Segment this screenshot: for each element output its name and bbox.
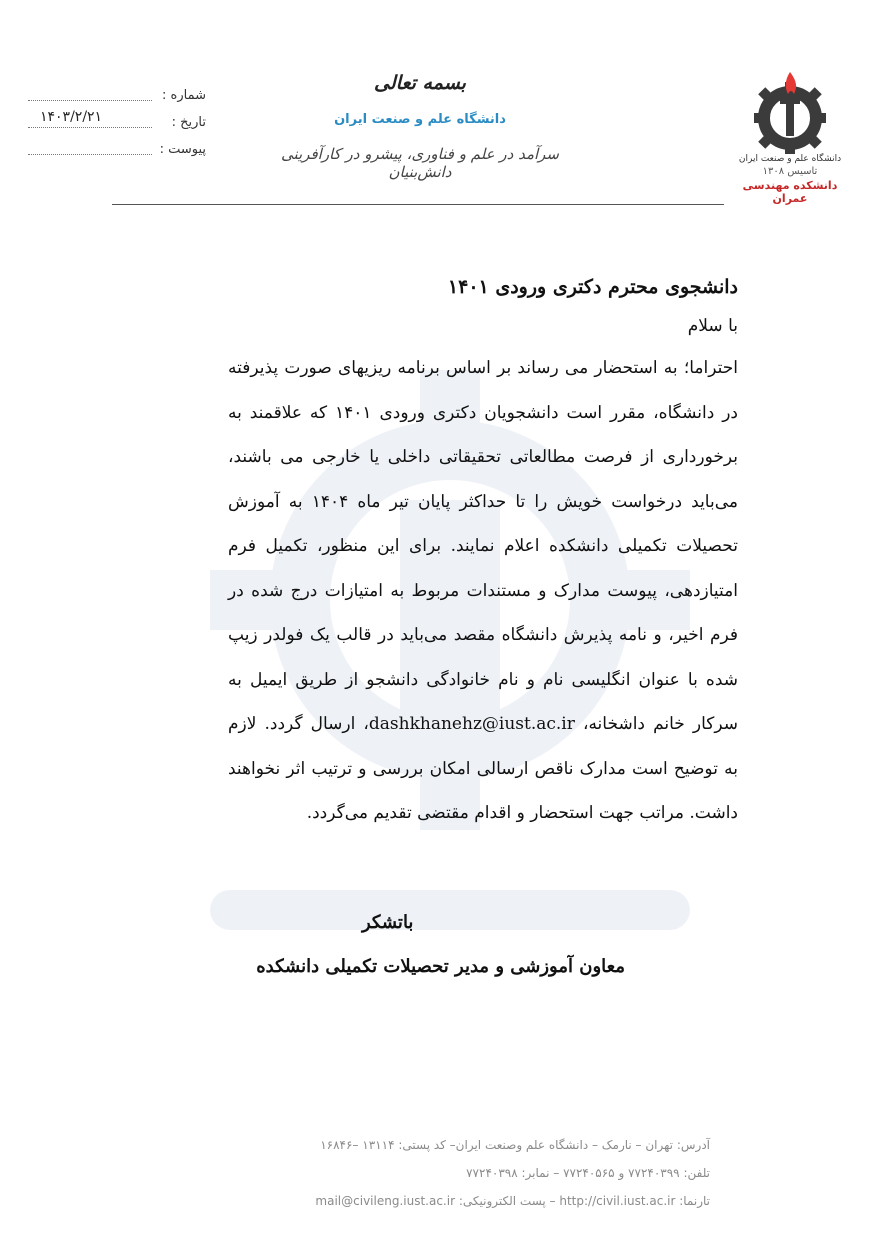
number-label: شماره :: [162, 88, 206, 103]
date-row: [26, 109, 206, 142]
footer-address: آدرس: تهران – نارمک – دانشگاه علم وصنعت ایران– کد پستی: ۱۳۱۱۴ –۱۶۸۴۶: [320, 1138, 710, 1152]
logo-founded: تاسیس ۱۳۰۸: [762, 166, 818, 177]
signatory-title: معاون آموزشی و مدیر تحصیلات تکمیلی دانشکده: [256, 956, 625, 977]
university-slogan: سرآمد در علم و فناوری، پیشرو در کارآفرینی دانش‌بنیان: [281, 145, 559, 181]
footer-web: تارنما: http://civil.iust.ac.ir – پست الکترونیکی: mail@civileng.iust.ac.ir: [315, 1194, 710, 1208]
paragraph-text-start: احتراما؛ به استحضار می رساند بر اساس برنامه ریزیهای صورت پذیرفته در دانشگاه، مقرر است دانشجویان دکتری ورودی ۱۴۰۱ که علاقمند به برخورداری از فرصت مطالعاتی تحقیقاتی داخلی یا خارجی می باشند، می‌باید درخواست خویش را تا حداکثر پایان تیر ماه ۱۴۰۴ به آموزش تحصیلات تکمیلی دانشکده اعلام نمایند. برای این منظور، تکمیل فرم امتیازدهی، پیوست مدارک و مستندات مربوط به امتیازات درج شده در فرم اخیر، و نامه پذیرش دانشگاه مقصد می‌باید در قالب یک فولدر زیپ شده با عنوان انگلیسی نام و نام خانوادگی دانشجو از طریق ایمیل به سرکار خانم داشخانه،: [228, 358, 739, 734]
letter-footer: [150, 1131, 710, 1215]
closing: باتشکر: [362, 912, 414, 933]
letter-paragraph: [228, 346, 738, 836]
date-label: تاریخ :: [171, 115, 206, 130]
basmala: بسمه تعالی: [374, 72, 466, 94]
letter-meta: [26, 88, 206, 169]
contact-email: dashkhanehz@iust.ac.ir: [368, 714, 575, 734]
header-divider: [112, 204, 724, 205]
attachment-label: پیوست :: [159, 142, 206, 157]
letter-greeting: با سلام: [687, 316, 738, 336]
date-line: [28, 127, 152, 128]
letter-body: [228, 276, 738, 836]
university-logo: [730, 68, 850, 208]
gear-torch-icon: [744, 68, 836, 160]
attachment-row: [26, 142, 206, 169]
paragraph-text-end: ، ارسال گردد. لازم به توضیح است مدارک ناقص ارسالی امکان بررسی و ترتیب اثر نخواهند داشت. مراتب جهت استحضار و اقدام مقتضی تقدیم می‌گردد.: [228, 714, 738, 823]
faculty-name: دانشکده مهندسی عمران: [742, 179, 838, 205]
attachment-line: [28, 154, 152, 155]
number-line: [28, 100, 152, 101]
footer-phone: تلفن: ۷۷۲۴۰۳۹۹ و ۷۷۲۴۰۵۶۵ – نمابر: ۷۷۲۴۰۳۹۸: [466, 1166, 710, 1180]
letterhead-center: [270, 72, 570, 181]
logo-emblem-text: دانشگاه علم و صنعت ایران: [738, 154, 842, 164]
university-name: دانشگاه علم و صنعت ایران: [334, 112, 506, 127]
date-value: ۱۴۰۳/۲/۲۱: [40, 109, 103, 125]
letter-title: دانشجوی محترم دکتری ورودی ۱۴۰۱: [447, 276, 738, 298]
